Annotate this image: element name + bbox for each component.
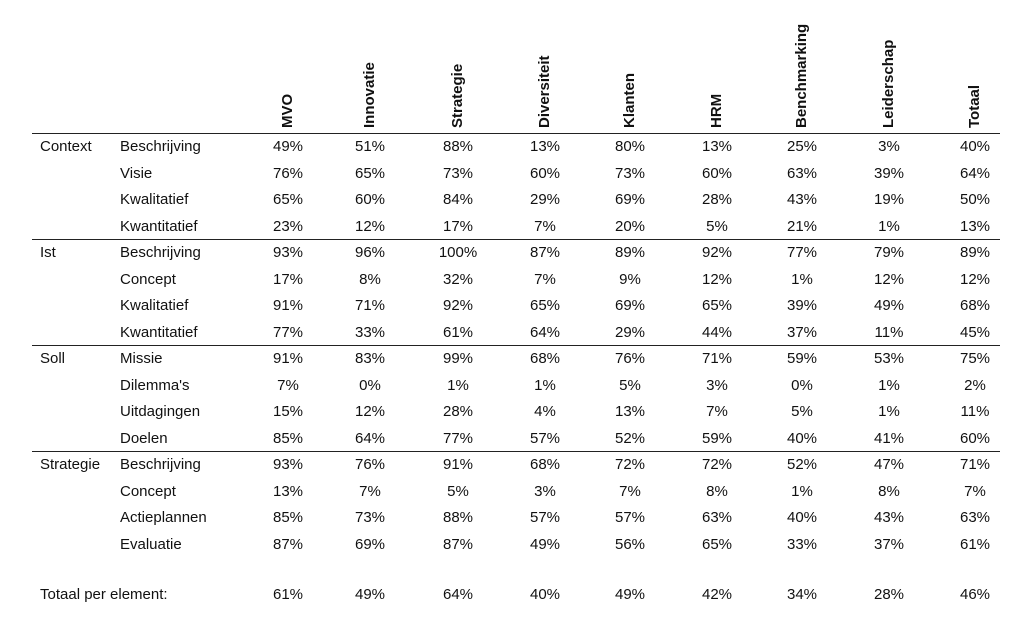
row-label-kwantitatief: Kwantitatief [120, 323, 198, 341]
total-cell-leiderschap: 28% [873, 586, 905, 603]
table-cell-innovatie: 0% [359, 376, 381, 394]
table-cell-benchmarking: 21% [786, 217, 818, 235]
table-cell-benchmarking: 25% [786, 138, 818, 155]
table-cell-leiderschap: 39% [873, 164, 905, 182]
table-cell-strategie: 88% [442, 138, 474, 155]
table-cell-mvo: 7% [277, 376, 299, 394]
row-label-dilemma-s: Dilemma's [120, 376, 190, 394]
table-cell-mvo: 85% [272, 429, 304, 447]
table-cell-strategie: 1% [447, 376, 469, 394]
row-label-doelen: Doelen [120, 429, 168, 447]
table-cell-strategie: 5% [447, 482, 469, 500]
table-cell-mvo: 76% [272, 164, 304, 182]
table-cell-diversiteit: 68% [529, 350, 561, 367]
table-cell-klanten: 69% [614, 297, 646, 314]
table-cell-innovatie: 69% [354, 535, 386, 553]
table-cell-hrm: 44% [701, 323, 733, 341]
row-label-beschrijving: Beschrijving [120, 244, 201, 261]
row-label-kwalitatief: Kwalitatief [120, 191, 189, 208]
table-cell-hrm: 5% [706, 217, 728, 235]
group-divider [32, 239, 1000, 240]
table-cell-mvo: 65% [272, 191, 304, 208]
table-cell-benchmarking: 0% [791, 376, 813, 394]
table-cell-innovatie: 60% [354, 191, 386, 208]
table-cell-strategie: 99% [442, 350, 474, 367]
table-cell-klanten: 89% [614, 244, 646, 261]
table-cell-diversiteit: 57% [529, 429, 561, 447]
table-cell-mvo: 15% [272, 403, 304, 420]
table-cell-mvo: 85% [272, 509, 304, 526]
table-cell-benchmarking: 40% [786, 429, 818, 447]
table-cell-leiderschap: 19% [873, 191, 905, 208]
table-cell-innovatie: 71% [354, 297, 386, 314]
table-cell-mvo: 13% [272, 482, 304, 500]
table-cell-totaal: 2% [964, 376, 986, 394]
table-cell-innovatie: 64% [354, 429, 386, 447]
table-cell-klanten: 76% [614, 350, 646, 367]
table-cell-totaal: 89% [959, 244, 991, 261]
table-cell-hrm: 65% [701, 297, 733, 314]
column-header-label: Leiderschap [880, 39, 897, 128]
group-label-context: Context [40, 138, 92, 155]
table-cell-klanten: 57% [614, 509, 646, 526]
total-cell-mvo: 61% [272, 586, 304, 603]
table-cell-strategie: 100% [438, 244, 478, 261]
table-cell-benchmarking: 1% [791, 482, 813, 500]
table-cell-totaal: 13% [959, 217, 991, 235]
row-label-missie: Missie [120, 350, 163, 367]
total-cell-totaal: 46% [959, 586, 991, 603]
table-cell-klanten: 72% [614, 456, 646, 473]
table-cell-mvo: 23% [272, 217, 304, 235]
column-header-label: Benchmarking [793, 23, 810, 128]
group-divider [32, 345, 1000, 346]
table-cell-benchmarking: 5% [791, 403, 813, 420]
table-cell-klanten: 69% [614, 191, 646, 208]
table-cell-klanten: 5% [619, 376, 641, 394]
table-cell-diversiteit: 65% [529, 297, 561, 314]
table-cell-diversiteit: 1% [534, 376, 556, 394]
table-cell-totaal: 60% [959, 429, 991, 447]
table-cell-strategie: 77% [442, 429, 474, 447]
table-cell-benchmarking: 1% [791, 270, 813, 288]
table-cell-klanten: 56% [614, 535, 646, 553]
group-label-ist: Ist [40, 244, 56, 261]
table-cell-totaal: 11% [960, 403, 990, 420]
table-cell-leiderschap: 8% [878, 482, 900, 500]
table-cell-innovatie: 12% [354, 217, 386, 235]
row-label-concept: Concept [120, 270, 176, 288]
table-cell-leiderschap: 12% [873, 270, 905, 288]
table-cell-diversiteit: 64% [529, 323, 561, 341]
table-cell-diversiteit: 49% [529, 535, 561, 553]
table-cell-innovatie: 76% [354, 456, 386, 473]
table-cell-diversiteit: 4% [534, 403, 556, 420]
table-cell-klanten: 29% [614, 323, 646, 341]
table-cell-totaal: 75% [959, 350, 991, 367]
table-cell-benchmarking: 77% [786, 244, 818, 261]
table-cell-benchmarking: 37% [786, 323, 818, 341]
row-label-concept: Concept [120, 482, 176, 500]
table-cell-diversiteit: 87% [529, 244, 561, 261]
table-cell-benchmarking: 33% [786, 535, 818, 553]
table-cell-leiderschap: 41% [873, 429, 905, 447]
total-cell-klanten: 49% [614, 586, 646, 603]
table-cell-totaal: 71% [959, 456, 991, 473]
row-label-beschrijving: Beschrijving [120, 456, 201, 473]
table-cell-klanten: 13% [614, 403, 646, 420]
group-label-soll: Soll [40, 350, 66, 367]
column-header-label: HRM [708, 93, 725, 128]
total-cell-hrm: 42% [701, 586, 733, 603]
table-cell-hrm: 60% [701, 164, 733, 182]
table-cell-diversiteit: 68% [529, 456, 561, 473]
table-cell-hrm: 59% [701, 429, 733, 447]
table-cell-strategie: 61% [442, 323, 474, 341]
table-cell-hrm: 3% [706, 376, 728, 394]
table-cell-klanten: 7% [619, 482, 641, 500]
table-cell-hrm: 71% [701, 350, 733, 367]
table-cell-diversiteit: 7% [534, 217, 556, 235]
table-cell-strategie: 17% [442, 217, 474, 235]
group-divider [32, 133, 1000, 134]
table-cell-strategie: 91% [442, 456, 474, 473]
table-cell-mvo: 91% [272, 350, 304, 367]
table-cell-klanten: 20% [614, 217, 646, 235]
column-header-label: Klanten [621, 72, 638, 128]
row-label-uitdagingen: Uitdagingen [120, 403, 201, 420]
table-cell-mvo: 49% [272, 138, 304, 155]
group-label-strategie: Strategie [40, 456, 101, 473]
table-cell-strategie: 87% [442, 535, 474, 553]
table-cell-benchmarking: 40% [786, 509, 818, 526]
table-cell-diversiteit: 3% [534, 482, 556, 500]
table-cell-totaal: 7% [964, 482, 986, 500]
column-header-label: Totaal [966, 84, 983, 128]
total-cell-diversiteit: 40% [529, 586, 561, 603]
row-label-kwantitatief: Kwantitatief [120, 217, 198, 235]
table-cell-mvo: 93% [272, 456, 304, 473]
row-label-visie: Visie [120, 164, 153, 182]
table-cell-leiderschap: 1% [878, 376, 900, 394]
table-cell-totaal: 61% [959, 535, 991, 553]
table-cell-leiderschap: 43% [873, 509, 905, 526]
table-cell-innovatie: 65% [354, 164, 386, 182]
table-cell-totaal: 40% [959, 138, 991, 155]
table-cell-innovatie: 73% [354, 509, 386, 526]
row-label-beschrijving: Beschrijving [120, 138, 201, 155]
table-cell-diversiteit: 7% [534, 270, 556, 288]
table-cell-klanten: 52% [614, 429, 646, 447]
table-cell-strategie: 32% [442, 270, 474, 288]
table-cell-hrm: 92% [701, 244, 733, 261]
table-cell-hrm: 72% [701, 456, 733, 473]
table-cell-strategie: 28% [442, 403, 474, 420]
table-cell-innovatie: 51% [354, 138, 386, 155]
table-cell-mvo: 91% [272, 297, 304, 314]
table-cell-klanten: 80% [614, 138, 646, 155]
table-cell-hrm: 7% [706, 403, 728, 420]
table-cell-innovatie: 7% [359, 482, 381, 500]
group-divider [32, 451, 1000, 452]
table-cell-benchmarking: 39% [786, 297, 818, 314]
table-cell-benchmarking: 63% [786, 164, 818, 182]
table-cell-leiderschap: 11% [874, 323, 904, 341]
table-cell-innovatie: 96% [354, 244, 386, 261]
table-cell-totaal: 64% [959, 164, 991, 182]
total-cell-innovatie: 49% [354, 586, 386, 603]
table-cell-strategie: 73% [442, 164, 474, 182]
table-cell-klanten: 73% [614, 164, 646, 182]
total-cell-benchmarking: 34% [786, 586, 818, 603]
table-cell-hrm: 63% [701, 509, 733, 526]
table-cell-mvo: 17% [272, 270, 304, 288]
table-cell-diversiteit: 13% [529, 138, 561, 155]
row-label-actieplannen: Actieplannen [120, 509, 207, 526]
table-cell-hrm: 13% [701, 138, 733, 155]
table-cell-leiderschap: 1% [878, 217, 900, 235]
column-header-label: Diversiteit [536, 55, 553, 128]
table-cell-innovatie: 83% [354, 350, 386, 367]
table-cell-innovatie: 8% [359, 270, 381, 288]
table-cell-benchmarking: 52% [786, 456, 818, 473]
table-cell-strategie: 92% [442, 297, 474, 314]
table-cell-strategie: 88% [442, 509, 474, 526]
total-cell-strategie: 64% [442, 586, 474, 603]
column-header-label: Innovatie [361, 62, 378, 128]
table-cell-totaal: 45% [959, 323, 991, 341]
column-header-label: MVO [279, 93, 296, 128]
table-cell-leiderschap: 49% [873, 297, 905, 314]
table-cell-leiderschap: 79% [873, 244, 905, 261]
table-cell-leiderschap: 1% [878, 403, 900, 420]
table-cell-strategie: 84% [442, 191, 474, 208]
row-label-evaluatie: Evaluatie [120, 535, 182, 553]
table-cell-leiderschap: 37% [873, 535, 905, 553]
table-cell-innovatie: 12% [354, 403, 386, 420]
table-cell-hrm: 8% [706, 482, 728, 500]
table-cell-diversiteit: 60% [529, 164, 561, 182]
table-cell-benchmarking: 43% [786, 191, 818, 208]
table-cell-leiderschap: 47% [873, 456, 905, 473]
row-label-kwalitatief: Kwalitatief [120, 297, 189, 314]
table-cell-hrm: 12% [701, 270, 733, 288]
total-row-label: Totaal per element: [40, 586, 168, 603]
table-cell-totaal: 12% [959, 270, 991, 288]
table-cell-totaal: 68% [959, 297, 991, 314]
table-cell-leiderschap: 3% [878, 138, 900, 155]
table-cell-diversiteit: 29% [529, 191, 561, 208]
table-cell-hrm: 28% [701, 191, 733, 208]
table-cell-diversiteit: 57% [529, 509, 561, 526]
table-cell-leiderschap: 53% [873, 350, 905, 367]
table-cell-klanten: 9% [619, 270, 641, 288]
table-cell-totaal: 63% [959, 509, 991, 526]
table-cell-mvo: 87% [272, 535, 304, 553]
table-cell-innovatie: 33% [354, 323, 386, 341]
table-cell-totaal: 50% [959, 191, 991, 208]
table-cell-mvo: 77% [272, 323, 304, 341]
column-header-label: Strategie [449, 63, 466, 128]
table-cell-mvo: 93% [272, 244, 304, 261]
table-cell-hrm: 65% [701, 535, 733, 553]
table-cell-benchmarking: 59% [786, 350, 818, 367]
